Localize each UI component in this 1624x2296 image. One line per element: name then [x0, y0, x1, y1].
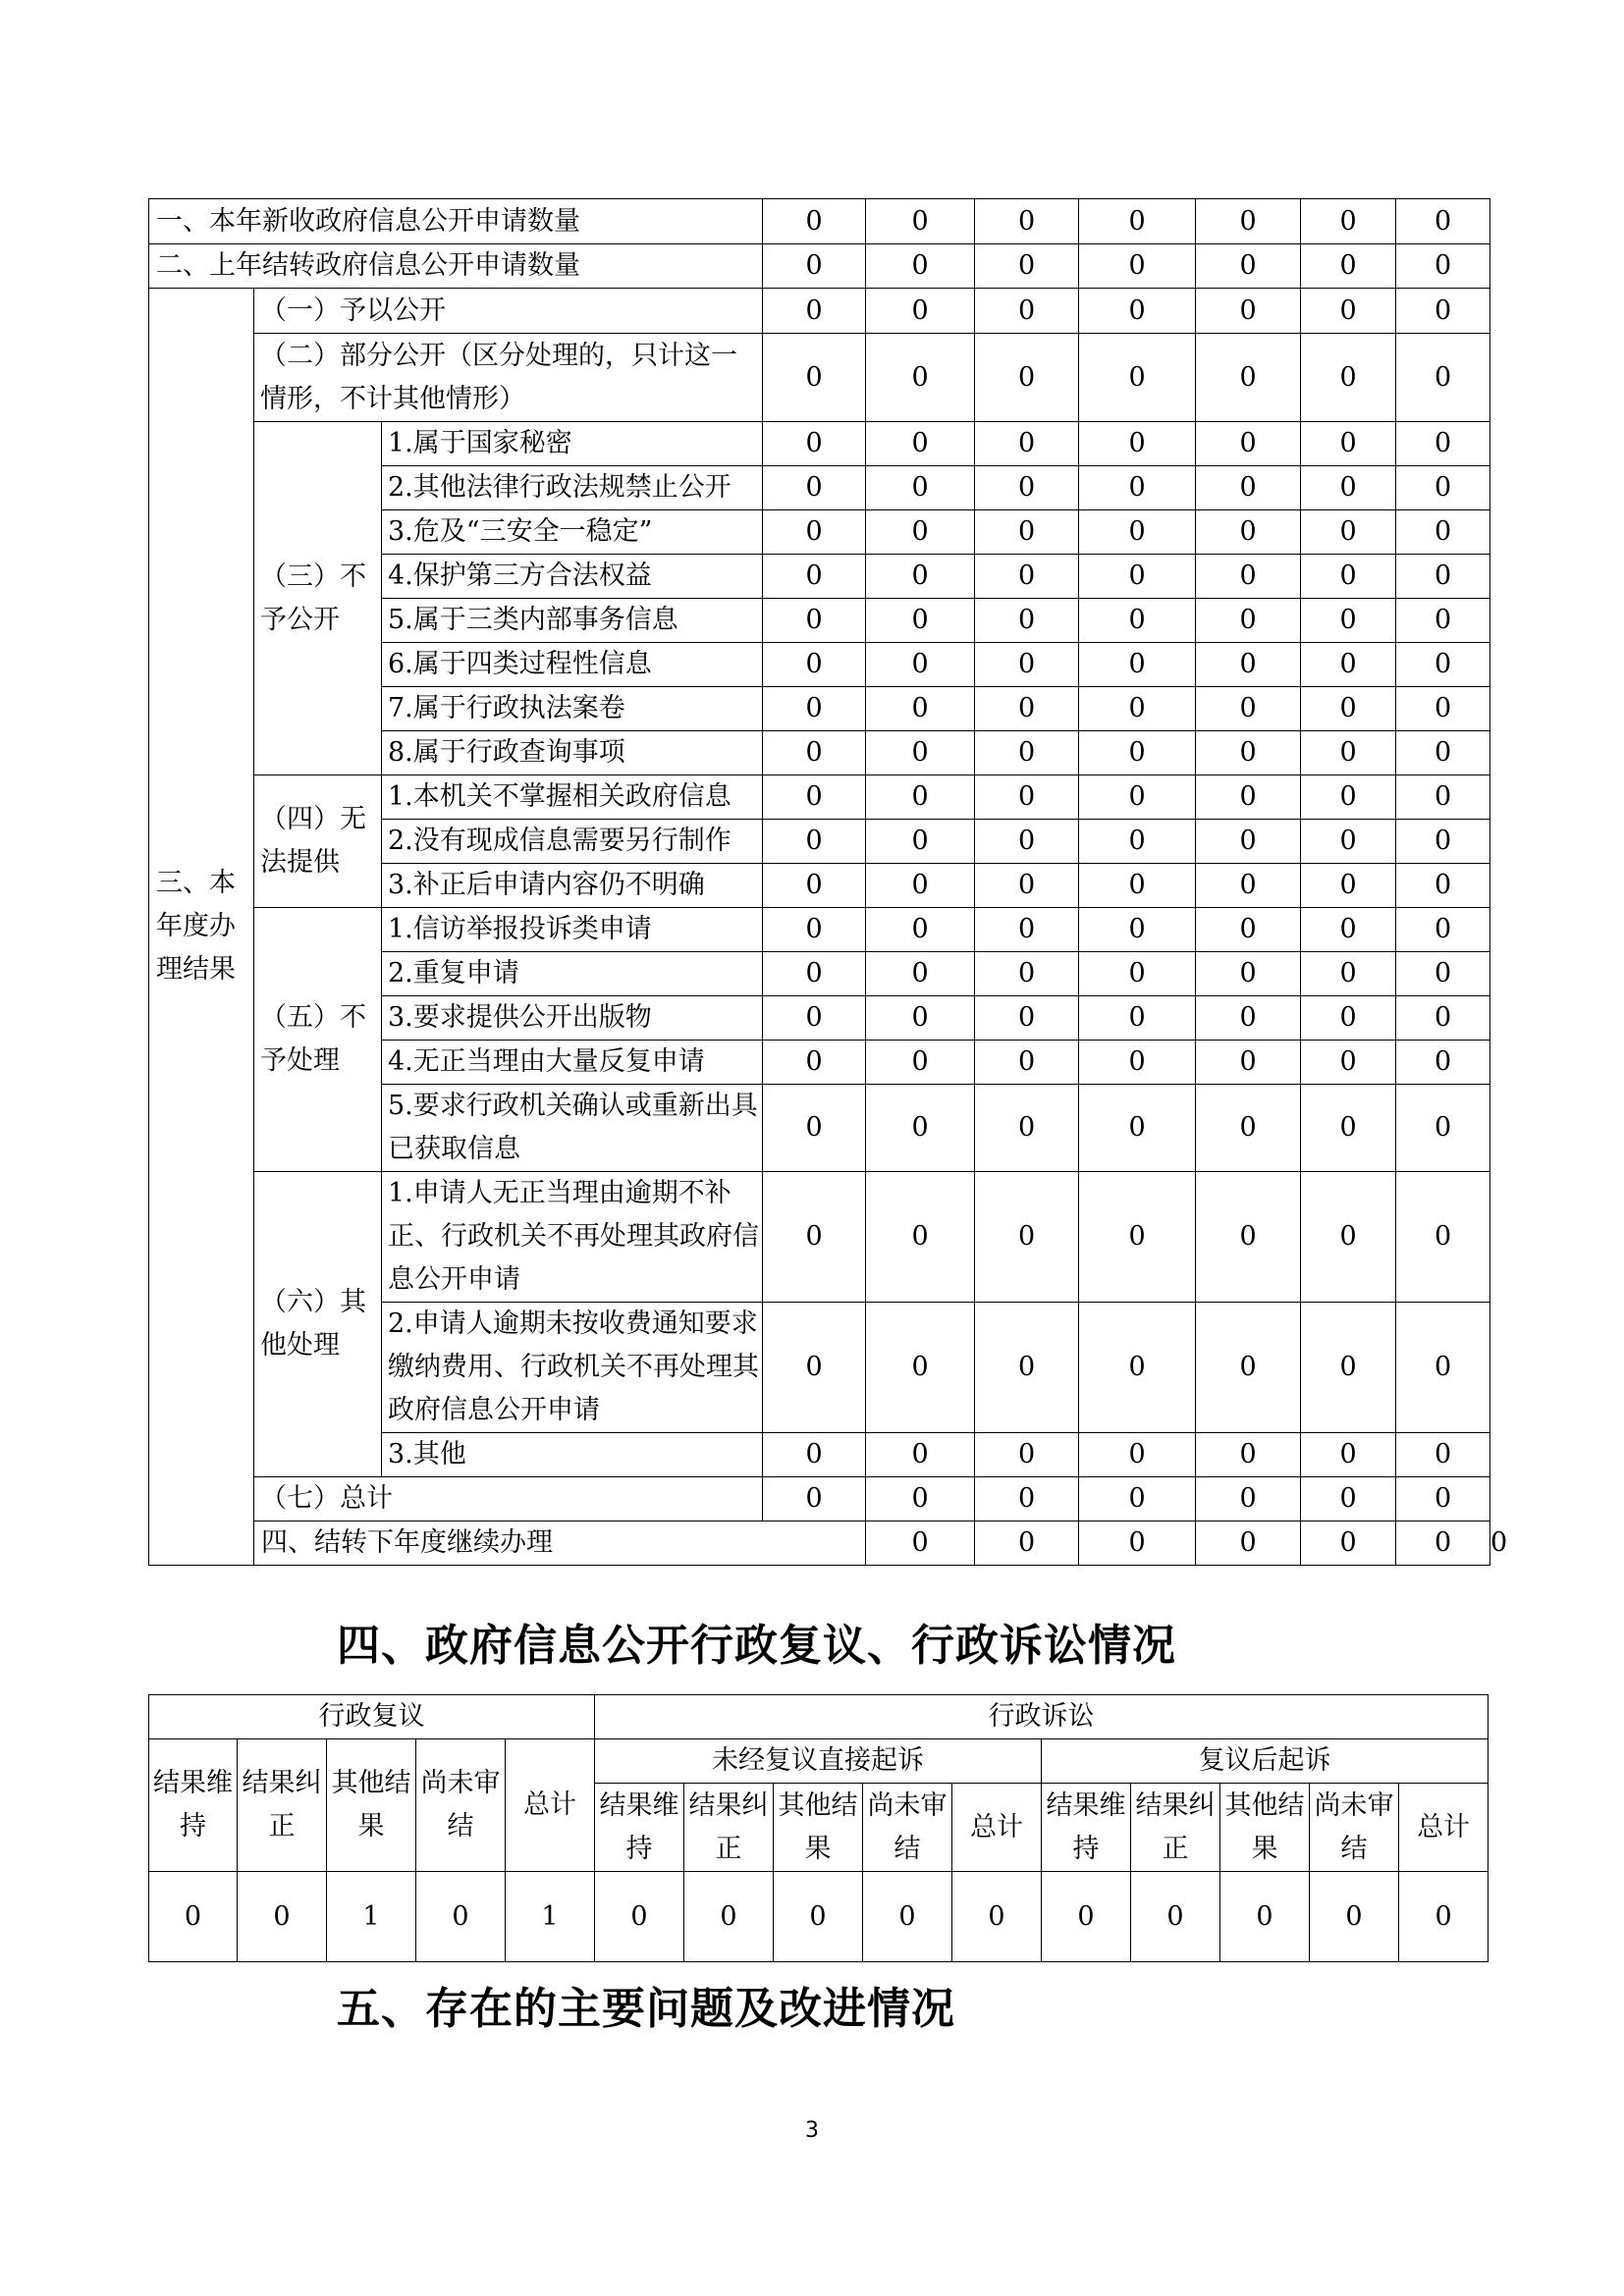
- cell: 0: [1301, 643, 1396, 687]
- row-label: 2.重复申请: [382, 952, 763, 996]
- cell: 0: [1301, 199, 1396, 244]
- row-label: 1.信访举报投诉类申请: [382, 908, 763, 952]
- cell: 0: [1396, 555, 1490, 599]
- cell: 0: [1301, 952, 1396, 996]
- cell: 0: [1399, 1872, 1489, 1962]
- cell: 0: [866, 643, 975, 687]
- cell: 0: [1131, 1872, 1220, 1962]
- cell: 0: [1079, 555, 1196, 599]
- cell: 0: [1301, 908, 1396, 952]
- cell: 0: [1196, 199, 1301, 244]
- cell: 0: [975, 1433, 1079, 1477]
- cell: 0: [866, 820, 975, 864]
- cell: 0: [1042, 1872, 1131, 1962]
- cell: 0: [866, 996, 975, 1041]
- cell: 0: [1196, 1303, 1301, 1433]
- cell: 0: [975, 643, 1079, 687]
- cell: 0: [1079, 643, 1196, 687]
- cell: 0: [1396, 1477, 1490, 1522]
- row-label: 5.属于三类内部事务信息: [382, 599, 763, 643]
- col-header: 结果纠正: [684, 1784, 774, 1872]
- cell: 0: [763, 996, 866, 1041]
- cell: 0: [1396, 687, 1490, 731]
- cell: 0: [866, 334, 975, 422]
- col-header: 结果纠正: [238, 1739, 327, 1872]
- cell: 0: [866, 199, 975, 244]
- cell: 0: [1301, 1477, 1396, 1522]
- cell: 0: [1301, 1433, 1396, 1477]
- row-label: （七）总计: [254, 1477, 763, 1522]
- cell: 0: [1079, 199, 1196, 244]
- cell: 0: [1079, 466, 1196, 510]
- cell: 0: [866, 775, 975, 820]
- cell: 0: [1196, 908, 1301, 952]
- cell: 0: [975, 1303, 1079, 1433]
- col-header: 结果维持: [149, 1739, 238, 1872]
- cell: 0: [1079, 1522, 1196, 1566]
- cell: 0: [1079, 1477, 1196, 1522]
- cell: 0: [1196, 599, 1301, 643]
- cell: 0: [866, 1522, 975, 1566]
- page-number: 3: [805, 2118, 819, 2143]
- cell: 0: [774, 1872, 863, 1962]
- cell: 0: [1196, 244, 1301, 289]
- cell: 0: [1301, 996, 1396, 1041]
- cell: 0: [975, 555, 1079, 599]
- row-label: 2.其他法律行政法规禁止公开: [382, 466, 763, 510]
- row-label: 4.保护第三方合法权益: [382, 555, 763, 599]
- row-label: 4.无正当理由大量反复申请: [382, 1041, 763, 1085]
- cell: 0: [763, 422, 866, 466]
- cell: 0: [1396, 996, 1490, 1041]
- cell: 0: [763, 952, 866, 996]
- cell: 0: [1196, 1041, 1301, 1085]
- cell: 0: [1396, 510, 1490, 555]
- cell: 0: [1301, 244, 1396, 289]
- cell: 0: [1301, 289, 1396, 334]
- cell: 0: [866, 510, 975, 555]
- cell: 0: [1196, 1085, 1301, 1172]
- cell: 0: [1079, 908, 1196, 952]
- cell: 0: [1196, 334, 1301, 422]
- cell: 0: [684, 1872, 774, 1962]
- cell: 0: [763, 1477, 866, 1522]
- cell: 0: [975, 1477, 1079, 1522]
- cell: 0: [866, 289, 975, 334]
- cell: 0: [1396, 1041, 1490, 1085]
- section-heading-4: 四、政府信息公开行政复议、行政诉讼情况: [337, 1621, 1176, 1671]
- cell: 0: [763, 1085, 866, 1172]
- cell: 0: [1196, 466, 1301, 510]
- cell: 0: [1396, 952, 1490, 996]
- cell: 0: [1079, 244, 1196, 289]
- cell: 0: [1301, 1172, 1396, 1303]
- cell: 0: [975, 599, 1079, 643]
- cell: 0: [1196, 952, 1301, 996]
- cell: 0: [763, 289, 866, 334]
- cell: 0: [1079, 864, 1196, 908]
- row-label: 二、上年结转政府信息公开申请数量: [149, 244, 763, 289]
- cell: 0: [975, 1085, 1079, 1172]
- cell: 0: [1396, 1303, 1490, 1433]
- cell: 0: [1079, 820, 1196, 864]
- cell: 0: [866, 864, 975, 908]
- cell: 0: [1196, 996, 1301, 1041]
- col-header: 尚未审结: [416, 1739, 506, 1872]
- cell: 0: [1396, 422, 1490, 466]
- cell: 0: [1301, 466, 1396, 510]
- cell: 0: [866, 908, 975, 952]
- header-review: 行政复议: [149, 1695, 595, 1739]
- cell: 0: [975, 864, 1079, 908]
- cell: 0: [1196, 820, 1301, 864]
- cell: 0: [1301, 334, 1396, 422]
- review-litigation-table: [148, 1694, 1489, 1962]
- cell: 0: [1079, 775, 1196, 820]
- cell: 0: [763, 1172, 866, 1303]
- review-litigation-body: [149, 1695, 1489, 1962]
- cell: 0: [1079, 731, 1196, 775]
- row-label: 5.要求行政机关确认或重新出具已获取信息: [382, 1085, 763, 1172]
- cell: 0: [866, 1172, 975, 1303]
- cell: 0: [1301, 555, 1396, 599]
- cell: 0: [866, 599, 975, 643]
- cell: 0: [1196, 1477, 1301, 1522]
- row-label: （一）予以公开: [254, 289, 763, 334]
- row-label: 1.属于国家秘密: [382, 422, 763, 466]
- cell: 0: [975, 996, 1079, 1041]
- cell: 0: [866, 1433, 975, 1477]
- cell: 0: [763, 599, 866, 643]
- header-litigation: 行政诉讼: [595, 1695, 1489, 1739]
- cell: 0: [1301, 510, 1396, 555]
- group-label: （六）其他处理: [254, 1172, 382, 1477]
- cell: 0: [975, 466, 1079, 510]
- cell: 0: [866, 952, 975, 996]
- cell: 1: [327, 1872, 416, 1962]
- cell: 0: [763, 820, 866, 864]
- col-header: 总计: [952, 1784, 1042, 1872]
- cell: 0: [763, 1041, 866, 1085]
- cell: 0: [1196, 643, 1301, 687]
- cell: 0: [866, 1303, 975, 1433]
- cell: 0: [975, 199, 1079, 244]
- cell: 0: [1301, 599, 1396, 643]
- col-header: 结果维持: [1042, 1784, 1131, 1872]
- cell: 0: [1396, 244, 1490, 289]
- row-label: 3.要求提供公开出版物: [382, 996, 763, 1041]
- cell: 0: [1196, 289, 1301, 334]
- cell: 0: [1396, 775, 1490, 820]
- group-label: 三、本年度办理结果: [149, 289, 254, 1566]
- cell: 0: [866, 555, 975, 599]
- col-header: 尚未审结: [1310, 1784, 1399, 1872]
- cell: 0: [763, 334, 866, 422]
- cell: 0: [1079, 599, 1196, 643]
- row-label: 四、结转下年度继续办理: [254, 1522, 866, 1566]
- cell: 0: [866, 1085, 975, 1172]
- cell: 0: [975, 1172, 1079, 1303]
- row-label: 3.危及“三安全一稳定”: [382, 510, 763, 555]
- col-header: 总计: [1399, 1784, 1489, 1872]
- row-label: 2.没有现成信息需要另行制作: [382, 820, 763, 864]
- col-header: 其他结果: [774, 1784, 863, 1872]
- cell: 0: [1396, 1522, 1490, 1566]
- cell: 0: [1301, 1085, 1396, 1172]
- cell: 0: [1079, 952, 1196, 996]
- cell: 0: [763, 908, 866, 952]
- col-header: 尚未审结: [863, 1784, 952, 1872]
- cell: 0: [1396, 864, 1490, 908]
- cell: 0: [763, 1303, 866, 1433]
- cell: 0: [866, 1041, 975, 1085]
- cell: 0: [1079, 422, 1196, 466]
- row-label: 一、本年新收政府信息公开申请数量: [149, 199, 763, 244]
- cell: 0: [763, 244, 866, 289]
- group-label: （四）无法提供: [254, 775, 382, 908]
- cell: 0: [975, 687, 1079, 731]
- cell: 0: [1396, 599, 1490, 643]
- cell: 0: [1396, 1433, 1490, 1477]
- cell: 0: [866, 731, 975, 775]
- cell: 0: [975, 334, 1079, 422]
- cell: 0: [763, 731, 866, 775]
- header-direct: 未经复议直接起诉: [595, 1739, 1042, 1784]
- cell: 0: [1079, 1433, 1196, 1477]
- cell: 0: [1310, 1872, 1399, 1962]
- cell: 0: [1196, 775, 1301, 820]
- cell: 0: [1196, 1433, 1301, 1477]
- cell: 0: [1396, 643, 1490, 687]
- results-table: [148, 198, 1508, 1566]
- col-header: 总计: [506, 1739, 595, 1872]
- cell: 0: [1301, 1041, 1396, 1085]
- row-label: 3.补正后申请内容仍不明确: [382, 864, 763, 908]
- cell: 0: [1079, 1085, 1196, 1172]
- section-heading-5: 五、存在的主要问题及改进情况: [337, 1984, 955, 2034]
- cell: 0: [238, 1872, 327, 1962]
- row-label: 8.属于行政查询事项: [382, 731, 763, 775]
- cell: 0: [1079, 687, 1196, 731]
- cell: 0: [975, 820, 1079, 864]
- cell: 0: [975, 289, 1079, 334]
- cell: 0: [763, 510, 866, 555]
- cell: 0: [975, 775, 1079, 820]
- cell: 0: [1301, 820, 1396, 864]
- cell: 0: [1396, 820, 1490, 864]
- row-label: （二）部分公开（区分处理的，只计这一情形，不计其他情形）: [254, 334, 763, 422]
- cell: 0: [975, 244, 1079, 289]
- cell: 0: [866, 466, 975, 510]
- cell: 0: [975, 908, 1079, 952]
- cell: 0: [952, 1872, 1042, 1962]
- cell: 0: [866, 244, 975, 289]
- cell: 0: [1301, 864, 1396, 908]
- cell: 0: [1396, 908, 1490, 952]
- col-header: 其他结果: [1220, 1784, 1310, 1872]
- cell: 0: [1301, 731, 1396, 775]
- cell: 0: [1301, 687, 1396, 731]
- cell: 0: [1196, 510, 1301, 555]
- cell: 0: [863, 1872, 952, 1962]
- cell: 0: [975, 1041, 1079, 1085]
- cell: 0: [595, 1872, 684, 1962]
- cell: 0: [1196, 1522, 1301, 1566]
- cell: 0: [866, 1477, 975, 1522]
- cell: 0: [975, 731, 1079, 775]
- cell: 0: [1220, 1872, 1310, 1962]
- row-label: 1.申请人无正当理由逾期不补正、行政机关不再处理其政府信息公开申请: [382, 1172, 763, 1303]
- cell: 0: [1396, 1172, 1490, 1303]
- cell: 0: [1396, 731, 1490, 775]
- cell: 0: [866, 687, 975, 731]
- cell: 0: [1396, 466, 1490, 510]
- header-after: 复议后起诉: [1042, 1739, 1489, 1784]
- cell: 0: [1196, 731, 1301, 775]
- cell: 0: [416, 1872, 506, 1962]
- group-label: （五）不予处理: [254, 908, 382, 1172]
- cell: 0: [1196, 422, 1301, 466]
- cell: 0: [975, 422, 1079, 466]
- row-label: 1.本机关不掌握相关政府信息: [382, 775, 763, 820]
- cell: 0: [763, 775, 866, 820]
- row-label: 3.其他: [382, 1433, 763, 1477]
- cell: 0: [1079, 510, 1196, 555]
- cell: 0: [1079, 996, 1196, 1041]
- cell: 0: [1301, 422, 1396, 466]
- cell: 0: [1396, 334, 1490, 422]
- row-label: 7.属于行政执法案卷: [382, 687, 763, 731]
- cell: 0: [1079, 1172, 1196, 1303]
- cell: 0: [1196, 687, 1301, 731]
- cell: 0: [763, 466, 866, 510]
- cell: 0: [1079, 334, 1196, 422]
- cell: 0: [149, 1872, 238, 1962]
- cell: 1: [506, 1872, 595, 1962]
- cell: 0: [1301, 1303, 1396, 1433]
- row-label: 6.属于四类过程性信息: [382, 643, 763, 687]
- cell: 0: [1396, 199, 1490, 244]
- row-label: 2.申请人逾期未按收费通知要求缴纳费用、行政机关不再处理其政府信息公开申请: [382, 1303, 763, 1433]
- cell: 0: [1079, 289, 1196, 334]
- cell: 0: [975, 952, 1079, 996]
- cell: 0: [763, 643, 866, 687]
- cell: 0: [1196, 864, 1301, 908]
- cell: 0: [1079, 1303, 1196, 1433]
- cell: 0: [763, 687, 866, 731]
- group-label: （三）不予公开: [254, 422, 382, 775]
- cell: 0: [763, 864, 866, 908]
- cell: 0: [763, 1433, 866, 1477]
- cell: 0: [1196, 1172, 1301, 1303]
- cell: 0: [763, 555, 866, 599]
- col-header: 结果纠正: [1131, 1784, 1220, 1872]
- col-header: 其他结果: [327, 1739, 416, 1872]
- cell: 0: [1196, 555, 1301, 599]
- cell: 0: [1079, 1041, 1196, 1085]
- cell: 0: [1301, 775, 1396, 820]
- cell: 0: [1396, 289, 1490, 334]
- col-header: 结果维持: [595, 1784, 684, 1872]
- cell: 0: [975, 510, 1079, 555]
- results-table-body: 一、本年新收政府信息公开申请数量 0 0 0 0 0 0 0 二、上年结转政府信息公开申请数量 0 0 0 0 0 0 0 三、本年度办理结果 （一）予以公开 0 0 0 0 0 0 0 （二）部分公开（区分处理的，只计这一情形，不计其他情形） 0 0 0 0 0 0 0 （三）不予公开 1.属于国家秘密 0 0 0 0 0 0 0 2.其他法律行政法规禁止公开 0 0 0 0 0 0 0 3.危及“三安全一稳定” 0 0 0 0 0 0 0 4.保护第三方合法权益 0 0 0 0 0 0 0 5.属于三类内部事务信息 0 0 0 0 0 0 0 6.属于四类过程性信息 0 0 0 0 0 0 0 7.属于行政执法案卷 0 0 0 0 0 0 0 8.属于行政查询事项 0 0 0 0 0 0 0 （四）无法提供 1.本机关不掌握相关政府信息 0 0 0 0 0 0 0 2.没有现成信息需要另行制作 0 0 0 0 0 0 0 3.补正后申请内容仍不明确 0 0 0 0 0 0 0 （五）不予处理 1.信访举报投诉类申请 0 0 0 0 0 0 0 2.重复申请 0 0 0 0 0 0 0 3.要求提供公开出版物 0 0 0 0 0 0 0 4.无正当理由大量反复申请 0 0 0 0 0 0 0 5.要求行政机关确认或重新出具已获取信息 0 0 0 0 0 0 0 （六）其他处理 1.申请人无正当理由逾期不补正、行政机关不再处理其政府信息公开申请 0 0 0 0 0 0 0 2.申请人逾期未按收费通知要求缴纳费用、行政机关不再处理其政府信息公开申请 0 0 0 0 0 0 0 3.其他 0 0 0 0 0 0 0 （七）总计 0 0 0 0 0 0 0 四、结转下年度继续办理 0 0 0 0 0 0 0: [149, 199, 1490, 1566]
- cell: 0: [763, 199, 866, 244]
- cell: 0: [1396, 1085, 1490, 1172]
- cell: 0: [975, 1522, 1079, 1566]
- cell: 0: [1301, 1522, 1396, 1566]
- cell: 0: [866, 422, 975, 466]
